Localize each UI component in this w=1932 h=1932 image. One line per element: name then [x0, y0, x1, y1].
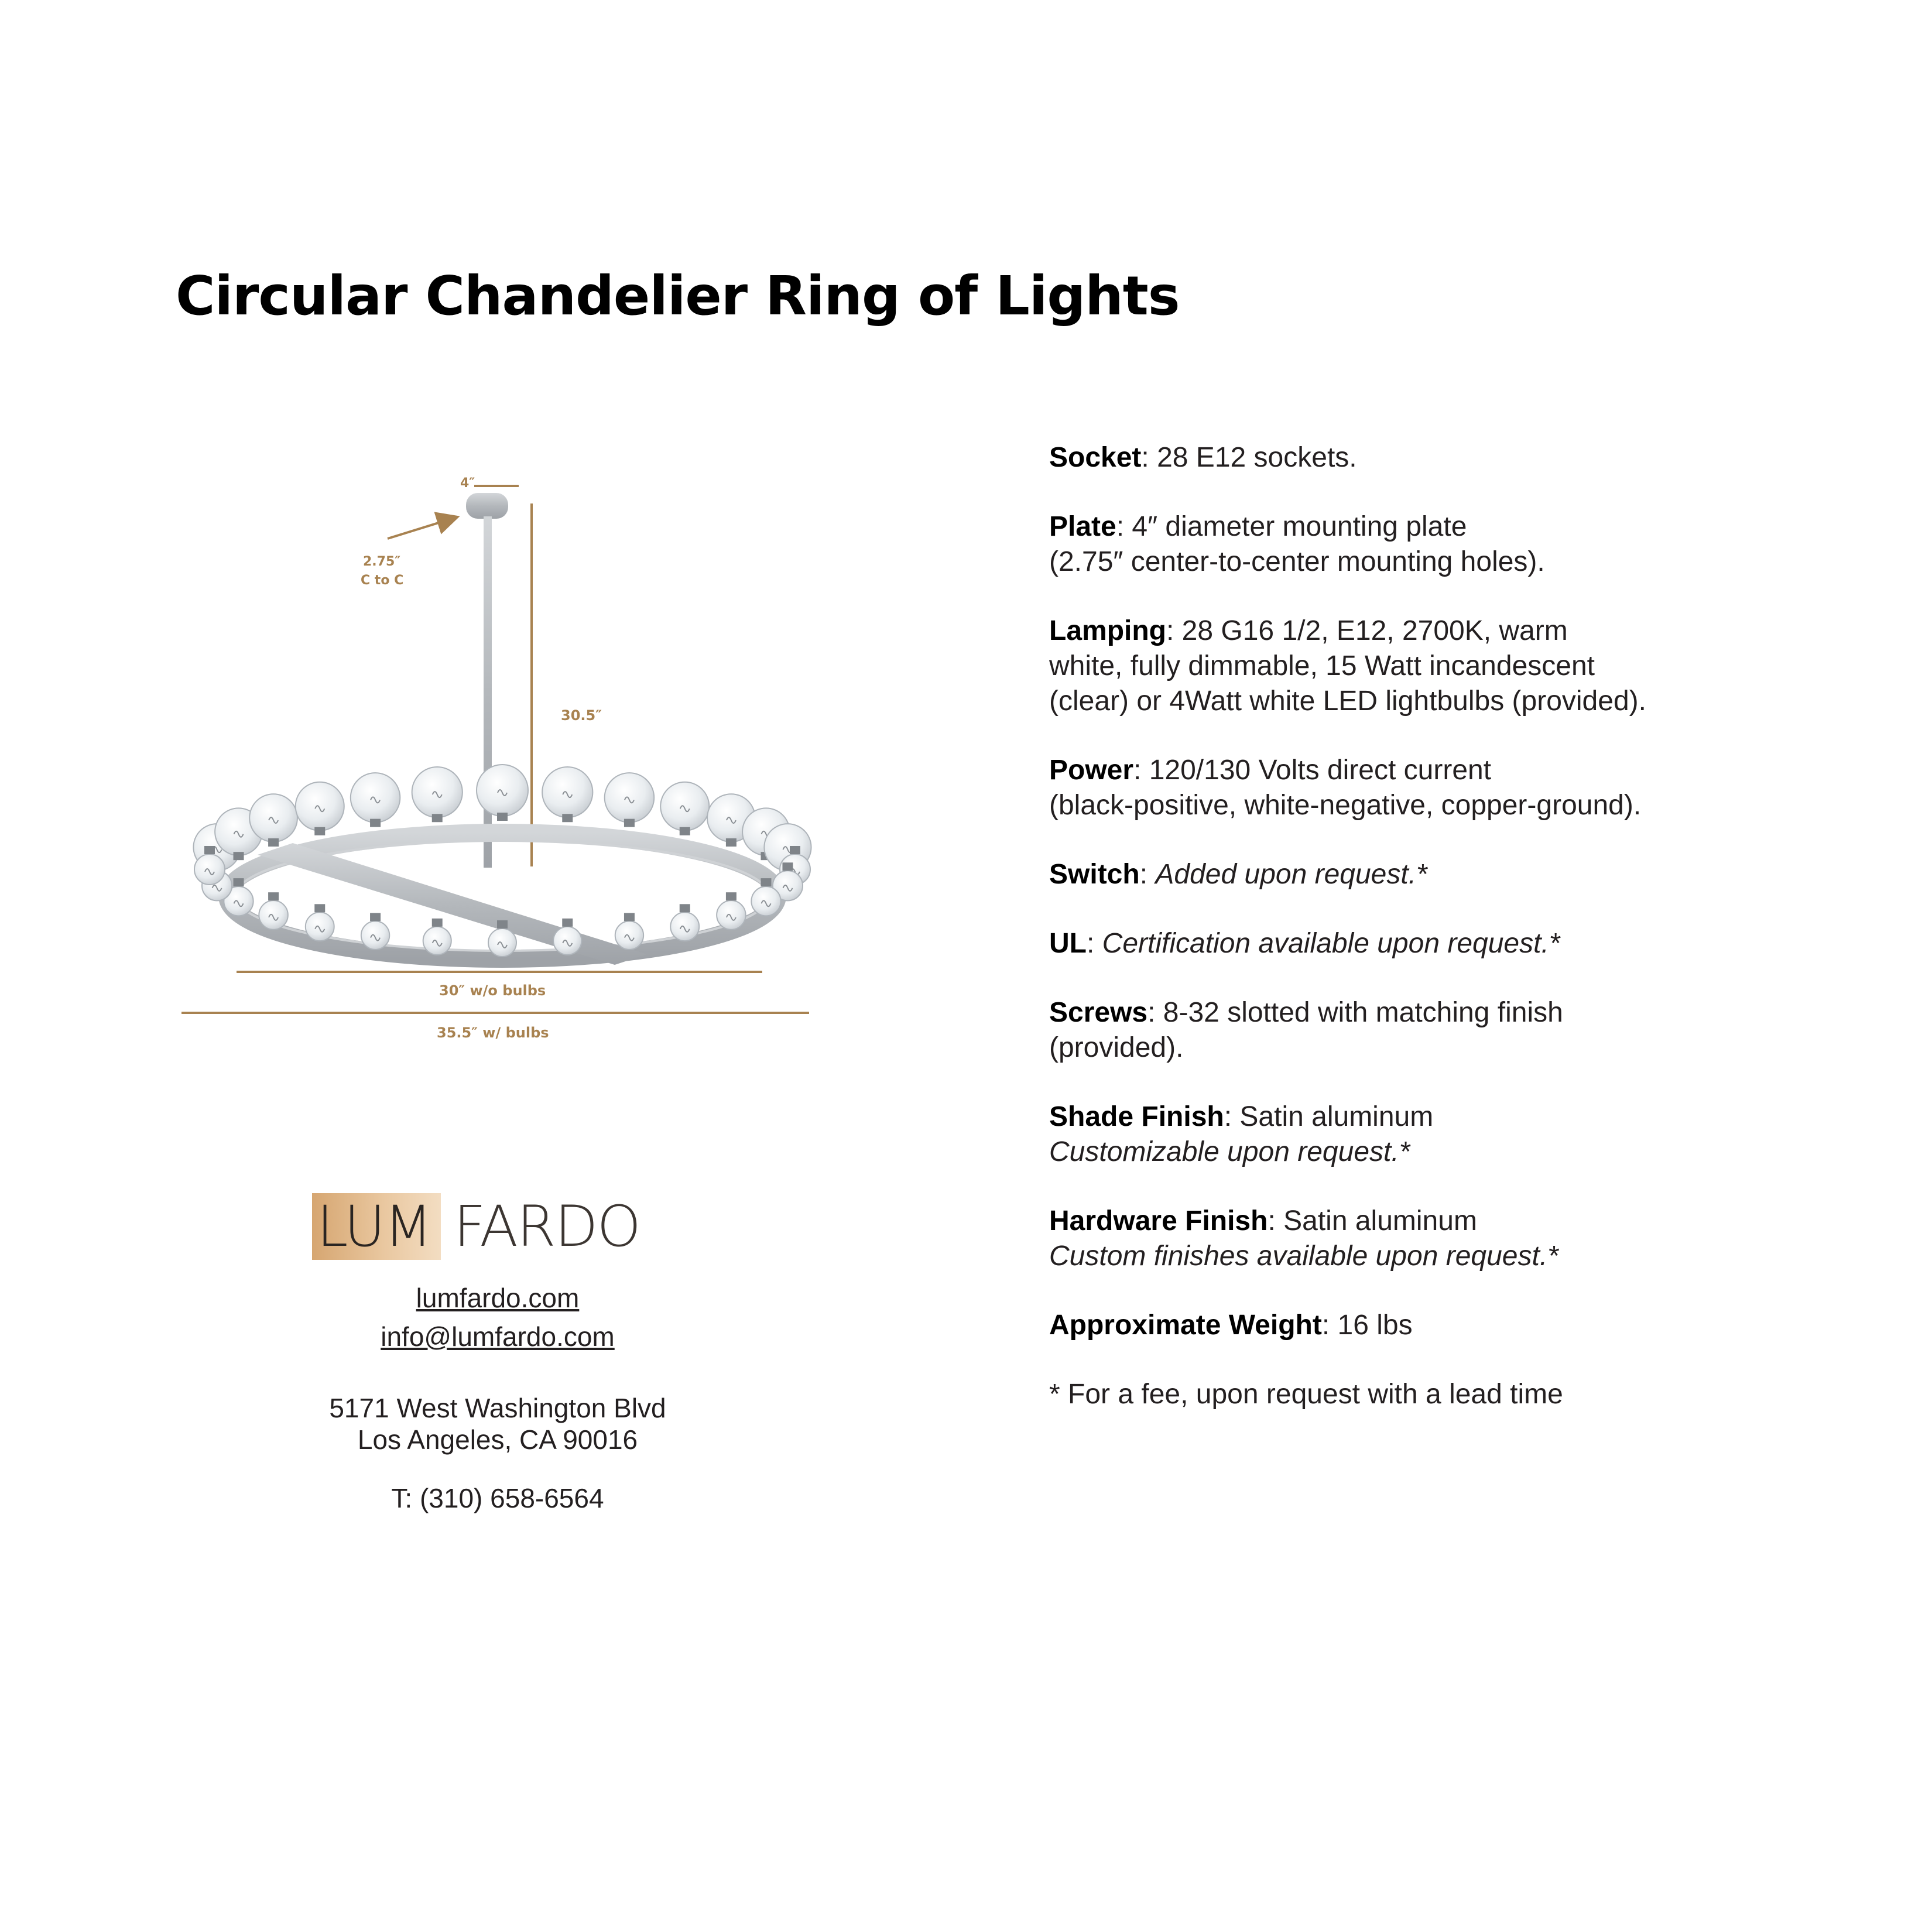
bulb — [412, 767, 463, 822]
address-line2: Los Angeles, CA 90016 — [357, 1424, 638, 1455]
stem-rod — [484, 516, 492, 868]
spec-socket: Socket: 28 E12 sockets. — [1049, 442, 1357, 473]
lumfardo-logo — [312, 1193, 640, 1260]
bulb — [351, 773, 400, 827]
dim-holes-bottom: C to C — [361, 573, 404, 588]
spec-weight: Approximate Weight: 16 lbs — [1049, 1310, 1413, 1341]
dim-width-no-bulbs: 30″ w/o bulbs — [439, 982, 546, 999]
bulb — [542, 767, 592, 822]
email-row — [275, 1321, 720, 1352]
spec-switch: Switch: Added upon request.* — [1049, 859, 1427, 890]
bulb — [306, 904, 334, 941]
footnote: * For a fee, upon request with a lead time — [1049, 1379, 1563, 1410]
spec-power: Power: 120/130 Volts direct current (black-positive, white-negative, copper-ground). — [1049, 755, 1642, 821]
dim-holes-top: 2.75″ — [363, 554, 401, 569]
logo-fardo: FARDO — [453, 1194, 640, 1259]
bulb — [670, 904, 699, 941]
dim-height: 30.5″ — [561, 707, 602, 724]
dim-plate: 4″ — [460, 476, 475, 491]
chandelier-dimension-drawing — [170, 463, 825, 1071]
email-link[interactable]: info@lumfardo.com — [381, 1321, 615, 1352]
page-title: Circular Chandelier Ring of Lights — [176, 265, 1180, 327]
dim-width-bulbs: 35.5″ w/ bulbs — [437, 1025, 549, 1041]
bulb — [615, 913, 643, 949]
bulb — [660, 782, 709, 835]
spec-shade-finish: Shade Finish: Satin aluminum Customizable upon request.* — [1049, 1101, 1434, 1167]
spec-lamping: Lamping: 28 G16 1/2, E12, 2700K, warm white, fully dimmable, 15 Watt incandescent (clear) or 4Watt white LED lightbulbs (provided). — [1049, 615, 1646, 717]
phone-number: T: (310) 658-6564 — [391, 1483, 604, 1513]
spec-ul: UL: Certification available upon request.* — [1049, 928, 1560, 959]
bulb — [296, 782, 344, 835]
bulb — [553, 919, 581, 955]
website-link[interactable]: lumfardo.com — [416, 1283, 580, 1313]
spec-plate: Plate: 4″ diameter mounting plate (2.75″ center-to-center mounting holes). — [1049, 511, 1545, 577]
address-line1: 5171 West Washington Blvd — [329, 1393, 666, 1423]
bulb — [605, 773, 655, 827]
spec-screws: Screws: 8-32 slotted with matching finish (provided). — [1049, 997, 1563, 1063]
bulb — [717, 892, 746, 930]
bulb — [423, 919, 451, 955]
logo-lum: LUM — [312, 1193, 441, 1260]
mounting-plate — [466, 493, 508, 519]
bulb — [259, 892, 288, 930]
bulb — [361, 913, 389, 949]
spec-hardware-finish: Hardware Finish: Satin aluminum Custom finishes available upon request.* — [1049, 1205, 1558, 1272]
website-row — [275, 1282, 720, 1314]
specifications-list — [1049, 440, 1810, 1446]
